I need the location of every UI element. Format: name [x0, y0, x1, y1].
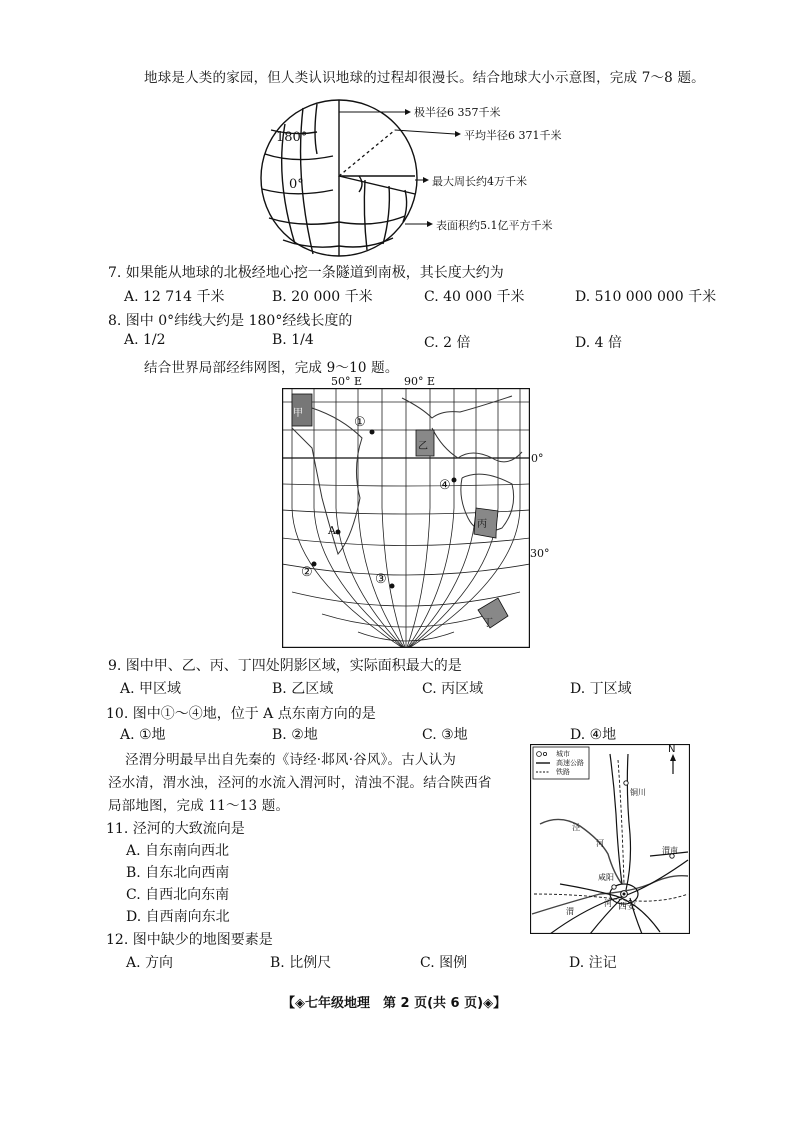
point-4-dot [452, 478, 457, 483]
q10-option-b[interactable]: B. ②地 [272, 727, 318, 743]
point-a-label: A [328, 524, 336, 537]
xian-label: 西安 [618, 902, 637, 912]
intro-11-13-line1: 泾渭分明最早出自先秦的《诗经·邶风·谷风》。古人认为 [125, 752, 457, 768]
q10-stem: 10. 图中①～④地，位于 A 点东南方向的是 [106, 706, 376, 722]
q7-option-a[interactable]: A. 12 714 千米 [124, 289, 225, 305]
tongchuan-label: 铜川 [630, 788, 646, 797]
tongchuan-dot [624, 781, 628, 785]
north-label: N [668, 744, 676, 755]
point-1-dot [370, 430, 375, 435]
q8-option-a[interactable]: A. 1/2 [124, 332, 166, 348]
region-yi-label: 乙 [418, 441, 428, 452]
q12-option-a[interactable]: A. 方向 [126, 955, 174, 971]
region-bing-label: 丙 [477, 519, 487, 530]
q11-stem: 11. 泾河的大致流向是 [106, 821, 245, 837]
q11-option-c[interactable]: C. 自西北向东南 [126, 887, 230, 903]
intro-7-8: 地球是人类的家园，但人类认识地球的过程却很漫长。结合地球大小示意图，完成 7～8 题。 [144, 70, 705, 86]
q12-option-c[interactable]: C. 图例 [420, 955, 468, 971]
point-a-dot [336, 530, 341, 535]
intro-11-13-line3: 局部地图，完成 11～13 题。 [108, 798, 290, 814]
q7-option-c[interactable]: C. 40 000 千米 [424, 289, 525, 305]
jing-river-label-2: 河 [596, 839, 604, 848]
circumference-label: 最大周长约4万千米 [432, 175, 527, 188]
q7-option-d[interactable]: D. 510 000 000 千米 [575, 289, 717, 305]
q10-option-c[interactable]: C. ③地 [422, 727, 468, 743]
q12-option-b[interactable]: B. 比例尺 [270, 955, 332, 971]
legend-rail-label: 铁路 [556, 768, 570, 776]
point-3-dot [390, 584, 395, 589]
intro-9-10: 结合世界局部经纬网图，完成 9～10 题。 [144, 360, 399, 376]
q8-option-d[interactable]: D. 4 倍 [575, 335, 622, 351]
q8-option-c[interactable]: C. 2 倍 [424, 335, 471, 351]
region-jia-label: 甲 [293, 408, 303, 419]
lon-90e-label: 90° E [404, 375, 436, 388]
q12-stem: 12. 图中缺少的地图要素是 [106, 932, 273, 948]
q8-stem: 8. 图中 0°纬线大约是 180°经线长度的 [108, 313, 353, 329]
q9-option-d[interactable]: D. 丁区域 [570, 681, 632, 697]
q7-option-b[interactable]: B. 20 000 千米 [272, 289, 373, 305]
lon-50e-label: 50° E [331, 375, 363, 388]
point-1-label: ① [354, 415, 366, 430]
point-3-label: ③ [375, 572, 387, 587]
wei-river-label-1: 渭 [566, 907, 574, 916]
q12-option-d[interactable]: D. 注记 [569, 955, 617, 971]
xianyang-label: 咸阳 [598, 873, 614, 882]
point-4-label: ④ [439, 478, 451, 493]
page-footer: 【◈七年级地理 第 2 页(共 6 页)◈】 [282, 996, 507, 1011]
q9-option-c[interactable]: C. 丙区域 [422, 681, 484, 697]
mean-radius-label: 平均半径6 371千米 [464, 129, 562, 142]
legend-highway-label: 高速公路 [556, 759, 584, 767]
globe-180-label: 180° [276, 130, 308, 145]
polar-radius-label: 极半径6 357千米 [414, 106, 501, 119]
legend-city-label: 城市 [556, 750, 570, 758]
q7-stem: 7. 如果能从地球的北极经地心挖一条隧道到南极，其长度大约为 [108, 265, 504, 281]
wei-river-label-2: 河 [604, 899, 612, 908]
xianyang-dot [612, 885, 616, 889]
q11-option-b[interactable]: B. 自东北向西南 [126, 865, 230, 881]
jing-river-label-1: 泾 [572, 823, 580, 832]
intro-11-13-line2: 泾水清，渭水浊，泾河的水流入渭河时，清浊不混。结合陕西省 [108, 775, 492, 791]
lat-30-label: 30° [530, 547, 550, 560]
q11-option-d[interactable]: D. 自西南向东北 [126, 909, 230, 925]
q9-option-b[interactable]: B. 乙区域 [272, 681, 334, 697]
q8-option-b[interactable]: B. 1/4 [272, 332, 314, 348]
lat-0-label: 0° [531, 452, 544, 465]
point-2-label: ② [301, 565, 313, 580]
world-graticule-map [282, 388, 530, 648]
q9-option-a[interactable]: A. 甲区域 [120, 681, 182, 697]
q10-option-d[interactable]: D. ④地 [570, 727, 617, 743]
globe-0-label: 0° [289, 177, 304, 192]
weinan-label: 渭南 [662, 846, 678, 855]
q10-option-a[interactable]: A. ①地 [120, 727, 166, 743]
surface-area-label: 表面积约5.1亿平方千米 [436, 219, 553, 232]
region-ding-label: 丁 [483, 618, 493, 629]
q9-stem: 9. 图中甲、乙、丙、丁四处阴影区域，实际面积最大的是 [108, 658, 462, 674]
q11-option-a[interactable]: A. 自东南向西北 [126, 843, 230, 859]
